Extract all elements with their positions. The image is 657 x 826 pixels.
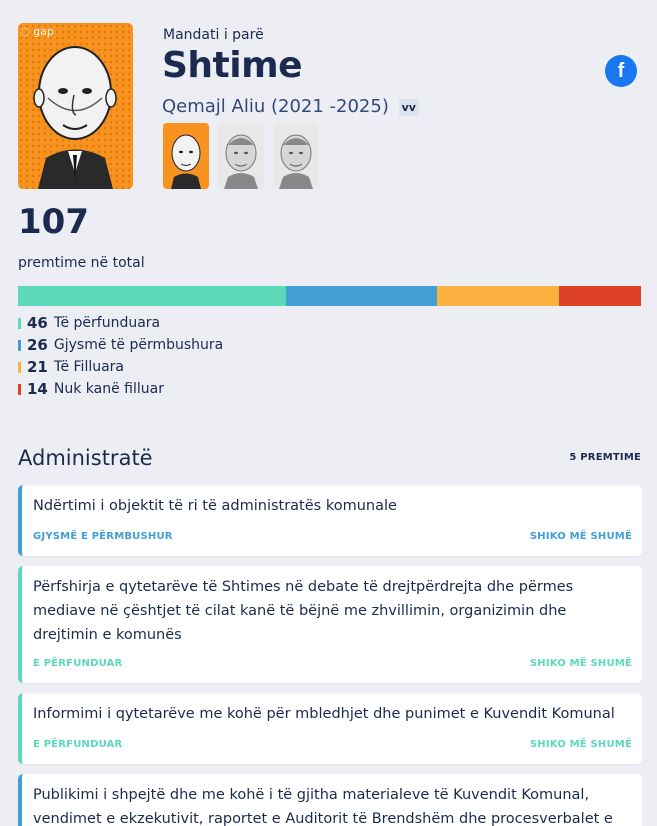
section-count: 5 PREMTIME bbox=[569, 452, 641, 463]
party-badge[interactable]: vv bbox=[399, 99, 419, 116]
section-title: Administratë bbox=[18, 446, 153, 470]
municipality-title: Shtime bbox=[162, 45, 303, 86]
legend-color-marker bbox=[18, 340, 21, 351]
mayor-info bbox=[162, 96, 419, 117]
promise-status: E PËRFUNDUAR bbox=[33, 739, 123, 750]
legend-count: 14 bbox=[27, 380, 48, 398]
gap-logo: ◌ gap bbox=[20, 25, 54, 38]
legend-label: Nuk kanë filluar bbox=[53, 381, 164, 397]
status-legend bbox=[18, 312, 223, 400]
promises-total-label: premtime në total bbox=[18, 255, 145, 271]
promise-text: Informimi i qytetarëve me kohë për mbledhjet dhe punimet e Kuvendit Komunal bbox=[33, 706, 615, 722]
mayor-portrait bbox=[18, 23, 133, 189]
legend-count: 26 bbox=[27, 336, 48, 354]
legend-item bbox=[18, 356, 223, 378]
promise-status: E PËRFUNDUAR bbox=[33, 658, 123, 669]
facebook-icon[interactable]: f bbox=[605, 55, 637, 87]
legend-color-marker bbox=[18, 318, 21, 329]
promise-card[interactable] bbox=[18, 566, 642, 683]
mandate-thumbnail-previous-2[interactable] bbox=[273, 123, 319, 189]
promises-total: 107 bbox=[18, 202, 89, 242]
mandate-label: Mandati i parë bbox=[163, 27, 264, 43]
see-more-link[interactable]: SHIKO MË SHUMË bbox=[529, 739, 632, 750]
legend-item bbox=[18, 334, 223, 356]
status-bar-segment bbox=[559, 286, 641, 306]
caricature-thumb-icon bbox=[273, 123, 319, 189]
caricature-thumb-icon bbox=[163, 123, 209, 189]
mayor-name: Qemajl Aliu (2021 -2025) bbox=[162, 96, 389, 117]
promise-card[interactable] bbox=[18, 774, 642, 826]
promise-text: Ndërtimi i objektit të ri të administratës komunale bbox=[33, 498, 397, 514]
status-bar-segment bbox=[18, 286, 286, 306]
legend-count: 46 bbox=[27, 314, 48, 332]
status-bar-segment bbox=[286, 286, 437, 306]
legend-color-marker bbox=[18, 362, 21, 373]
see-more-link[interactable]: SHIKO MË SHUMË bbox=[529, 531, 632, 542]
promise-text: Përfshirja e qytetarëve të Shtimes në debate të drejtpërdrejta dhe përmes mediave në çështjet të cilat kanë të bëjnë me zhvillimin, organizimin dhe drejtimin e komunës bbox=[33, 579, 574, 643]
legend-color-marker bbox=[18, 384, 21, 395]
status-bar-segment bbox=[437, 286, 559, 306]
legend-label: Gjysmë të përmbushura bbox=[53, 337, 224, 353]
promise-card[interactable] bbox=[18, 693, 642, 764]
caricature-image bbox=[18, 23, 133, 189]
promise-card[interactable] bbox=[18, 485, 642, 556]
mandate-thumbnail-previous-1[interactable] bbox=[218, 123, 264, 189]
mandate-thumbnail-current[interactable] bbox=[163, 123, 209, 189]
promise-text: Publikimi i shpejtë dhe me kohë i të gjitha materialeve të Kuvendit Komunal, vendimet e ekzekutivit, raportet e Auditorit të Brendshëm dhe procesverbalet e bbox=[33, 787, 613, 826]
legend-label: Të përfunduara bbox=[53, 315, 161, 331]
caricature-thumb-icon bbox=[218, 123, 264, 189]
legend-item bbox=[18, 312, 223, 334]
legend-count: 21 bbox=[27, 358, 48, 376]
legend-label: Të Filluara bbox=[53, 359, 125, 375]
see-more-link[interactable]: SHIKO MË SHUMË bbox=[529, 658, 632, 669]
status-progress-bar bbox=[18, 286, 641, 306]
legend-item bbox=[18, 378, 223, 400]
promise-status: GJYSMË E PËRMBUSHUR bbox=[33, 531, 173, 542]
